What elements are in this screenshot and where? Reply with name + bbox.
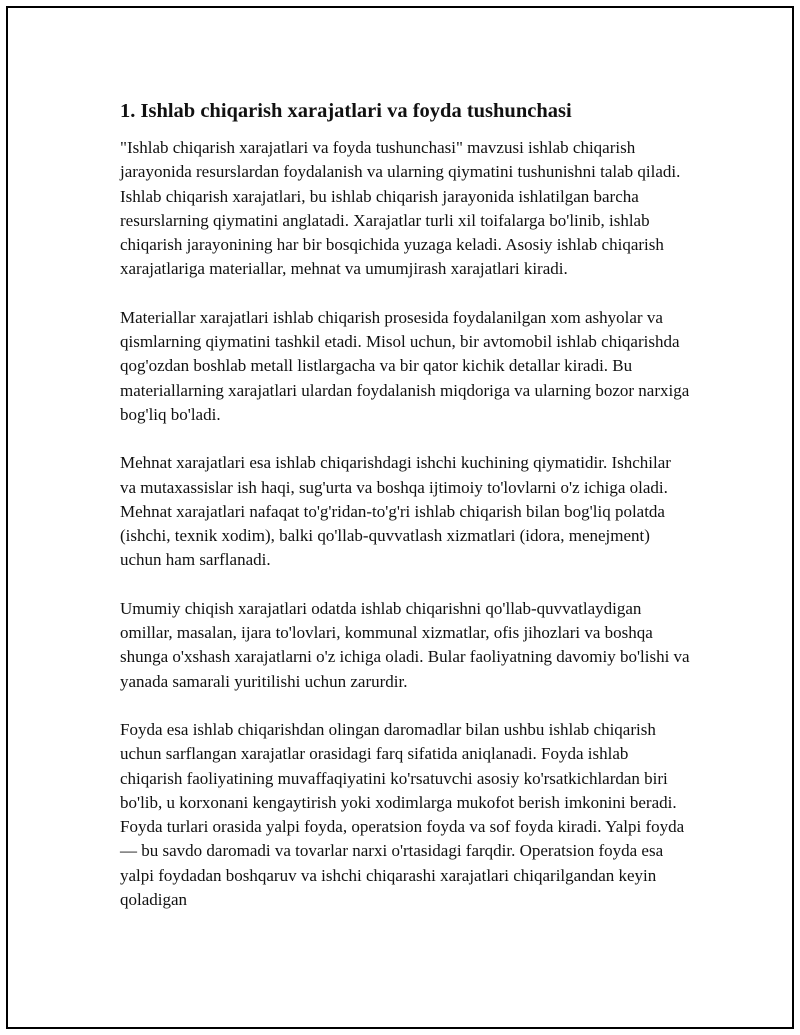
paragraph: Mehnat xarajatlari esa ishlab chiqarishdagi ishchi kuchining qiymatidir. Ishchilar va mutaxassislar ish haqi, sug'urta va boshqa ijtimoiy to'lovlarni o'z ichiga oladi. Mehnat xarajatlari nafaqat to'g'ridan-to'g'ri ishlab chiqarish bilan bog'liq polatda (ishchi, texnik xodim), balki qo'llab-quvvatlash xizmatlari (idora, menejment) uchun ham sarflanadi. — [120, 453, 671, 570]
paragraph: Materiallar xarajatlari ishlab chiqarish prosesida foydalanilgan xom ashyolar va qismlarning qiymatini tashkil etadi. Misol uchun, bir avtomobil ishlab chiqarishda qog'ozdan boshlab metall listlargacha va bir qator kichik detallar kiradi. Bu materiallarning xarajatlari ulardan foydalanish miqdoriga va ularning bozor narxiga bog'liq bo'ladi. — [120, 307, 690, 424]
paragraph: Foyda esa ishlab chiqarishdan olingan daromadlar bilan ushbu ishlab chiqarish uchun sarflangan xarajatlar orasidagi farq sifatida aniqlanadi. Foyda ishlab chiqarish faoliyatining muvaffaqiyatini ko'rsatuvchi asosiy ko'rsatkichlardan biri bo'lib, u korxonani kengaytirish yoki xodimlarga mukofot berish imkonini beradi. Foyda turlari orasida yalpi foyda, operatsion foyda va sof foyda kiradi. Yalpi foyda — bu savdo daromadi va tovarlar narxi o'rtasidagi farqdir. Operatsion foyda esa yalpi foydadan boshqaruv va ishchi chiqarashi xarajatlari chiqarilgandan keyin qoladigan — [120, 719, 685, 910]
section-heading: 1. Ishlab chiqarish xarajatlari va foyda tushunchasi — [120, 100, 572, 122]
document-body — [120, 96, 690, 936]
paragraph: Umumiy chiqish xarajatlari odatda ishlab chiqarishni qo'llab-quvvatlaydigan omillar, masalan, ijara to'lovlari, kommunal xizmatlar, ofis jihozlari va boshqa shunga o'xshash xarajatlarni o'z ichiga oladi. Bular faoliyatning davomiy bo'lishi va yanada samarali yuritilishi uchun zarurdir. — [120, 598, 690, 691]
paragraph: "Ishlab chiqarish xarajatlari va foyda tushunchasi" mavzusi ishlab chiqarish jarayonida resurslardan foydalanish va ularning qiymatini tushunishni talab qiladi. Ishlab chiqarish xarajatlari, bu ishlab chiqarish jarayonida ishlatilgan barcha resurslarning qiymatini anglatadi. Xarajatlar turli xil toifalarga bo'linib, ishlab chiqarish jarayonining har bir bosqichida yuzaga keladi. Asosiy ishlab chiqarish xarajatlariga materiallar, mehnat va umumjirash xarajatlari kiradi. — [120, 138, 681, 279]
document-page — [6, 6, 794, 1029]
